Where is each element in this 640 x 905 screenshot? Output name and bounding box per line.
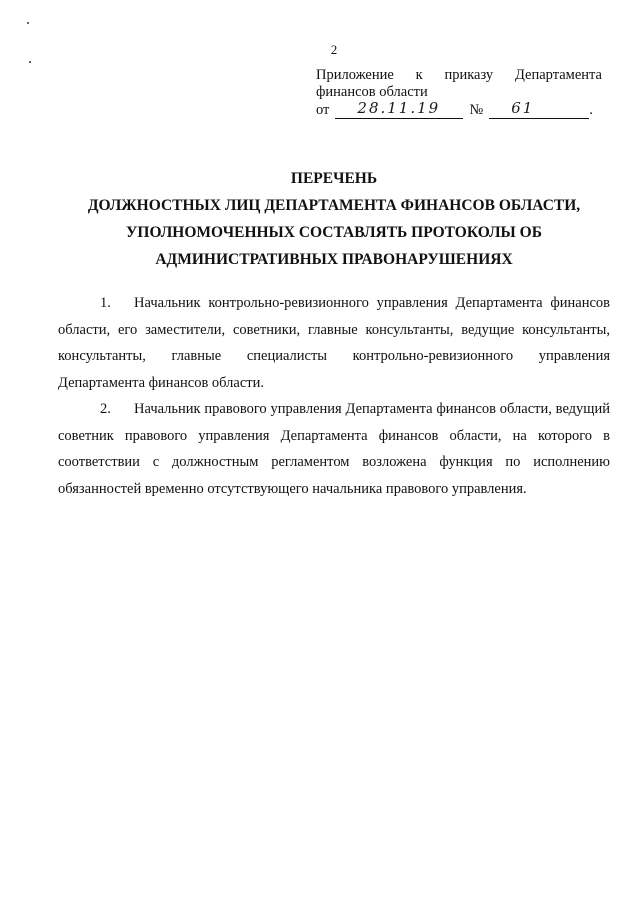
appendix-line-1 bbox=[316, 67, 602, 84]
page-number: 2 bbox=[330, 42, 338, 57]
number-sign: № bbox=[469, 102, 484, 118]
list-item-2 bbox=[58, 396, 610, 502]
number-field bbox=[489, 101, 589, 119]
document-title bbox=[0, 165, 640, 273]
appendix-line-2: финансов области bbox=[316, 84, 428, 100]
handwritten-date: 28.11.19 bbox=[357, 99, 441, 117]
item-number: 1. bbox=[100, 295, 111, 311]
appendix-word: приказу bbox=[444, 67, 494, 83]
scan-speck-1 bbox=[27, 22, 29, 24]
scan-speck-2 bbox=[29, 61, 31, 63]
item-text: Начальник правового управления Департамента финансов области, ведущий советник правового управления Департамента финансов области, на которого в соответствии с должностным регламентом возложена функция по исполнению обязанностей временно отсутствующего начальника правового управления. bbox=[58, 401, 610, 497]
title-line-3: УПОЛНОМОЧЕННЫХ СОСТАВЛЯТЬ ПРОТОКОЛЫ ОБ bbox=[126, 224, 542, 241]
appendix-word: Департамента bbox=[514, 67, 602, 83]
appendix-word: к bbox=[415, 67, 423, 83]
title-line-4: АДМИНИСТРАТИВНЫХ ПРАВОНАРУШЕНИЯХ bbox=[155, 251, 513, 268]
appendix-word: Приложение bbox=[316, 67, 394, 83]
list-item-1 bbox=[58, 290, 610, 396]
appendix-header bbox=[316, 67, 602, 119]
line-end-period: . bbox=[589, 102, 593, 118]
date-field bbox=[335, 101, 463, 119]
appendix-line-3 bbox=[316, 101, 602, 119]
date-prefix: от bbox=[316, 102, 330, 118]
title-line-2: ДОЛЖНОСТНЫХ ЛИЦ ДЕПАРТАМЕНТА ФИНАНСОВ ОБЛАСТИ, bbox=[87, 197, 581, 214]
handwritten-number: 61 bbox=[511, 99, 535, 117]
title-line-1: ПЕРЕЧЕНЬ bbox=[290, 170, 378, 187]
document-body bbox=[58, 290, 610, 502]
item-number: 2. bbox=[100, 401, 111, 417]
item-text: Начальник контрольно-ревизионного управления Департамента финансов области, его заместители, советники, главные консультанты, ведущие консультанты, консультанты, главные специалисты контрольно-ревизионного управления Департамента финансов области. bbox=[58, 295, 610, 391]
